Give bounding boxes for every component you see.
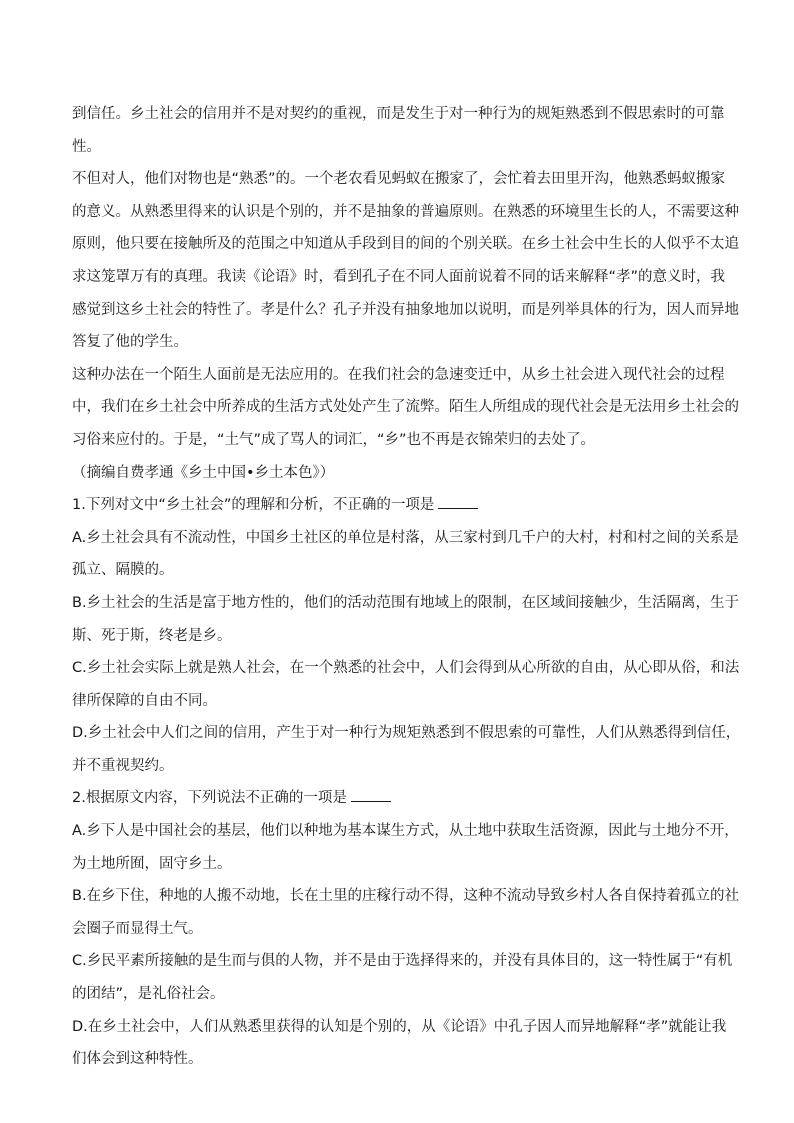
option-line: 孤立、隔膜的。 — [72, 562, 174, 579]
option-line: B.在乡下住，种地的人搬不动地，长在土里的庄稼行动不得，这种不流动导致乡村人各自保持着孤立的社 — [72, 888, 740, 905]
text-line: 感觉到这乡土社会的特性了。孝是什么？孔子并没有抽象地加以说明，而是列举具体的行为，因人而异地 — [72, 301, 739, 318]
text-line: 性。 — [72, 138, 101, 155]
option-line: 的团结”，是礼俗社会。 — [72, 986, 225, 1003]
option-line: C.乡民平素所接触的是生而与俱的人物，并不是由于选择得来的，并没有具体目的，这一特性属于“有机 — [72, 953, 733, 970]
source-citation: （摘编自费孝通《乡土中国•乡土本色》） — [72, 464, 335, 481]
option-line: B.乡土社会的生活是富于地方性的，他们的活动范围有地域上的限制，在区域间接触少，生活隔离，生于 — [72, 594, 740, 611]
option-line: 律所保障的自由不同。 — [72, 692, 217, 709]
text-line: 中，我们在乡土社会中所养成的生活方式处处产生了流弊。陌生人所组成的现代社会是无法用乡土社会的 — [72, 399, 739, 416]
option-d[interactable] — [72, 717, 741, 782]
text-line: 这种办法在一个陌生人面前是无法应用的。在我们社会的急速变迁中，从乡土社会进入现代社会的过程 — [72, 366, 725, 383]
question-stem-text: 2.根据原文内容，下列说法不正确的一项是 — [72, 790, 347, 807]
option-line: D.在乡土社会中，人们从熟悉里获得的认知是个别的，从《论语》中孔子因人而异地解释“孝”就能让我 — [72, 1018, 727, 1035]
option-line: A.乡土社会具有不流动性，中国乡土社区的单位是村落，从三家村到几千户的大村，村和村之间的关系是 — [72, 529, 739, 546]
question-stem — [72, 782, 718, 815]
option-d[interactable] — [72, 1011, 727, 1076]
option-c[interactable] — [72, 945, 733, 1010]
option-b[interactable] — [72, 587, 740, 652]
option-line: 斯、死于斯，终老是乡。 — [72, 627, 232, 644]
option-a[interactable] — [72, 522, 739, 587]
option-c[interactable] — [72, 652, 740, 717]
text-line: 原则，他只要在接触所及的范围之中知道从手段到目的间的个别关联。在乡土社会中生长的人似乎不太追 — [72, 236, 739, 253]
option-line: C.乡土社会实际上就是熟人社会，在一个熟悉的社会中，人们会得到从心所欲的自由，从心即从俗，和法 — [72, 660, 740, 677]
document-page — [72, 98, 741, 1076]
text-line: 不但对人，他们对物也是“熟悉”的。一个老农看见蚂蚁在搬家了，会忙着去田里开沟，他熟悉蚂蚁搬家 — [72, 171, 726, 188]
paragraph-2 — [72, 163, 739, 359]
option-line: 并不重视契约。 — [72, 757, 174, 774]
text-line: 到信任。乡土社会的信用并不是对契约的重视，而是发生于对一种行为的规矩熟悉到不假思索时的可靠 — [72, 106, 725, 122]
text-line: 答复了他的学生。 — [72, 334, 188, 351]
option-line: D.乡土社会中人们之间的信用，产生于对一种行为规矩熟悉到不假思索的可靠性，人们从熟悉得到信任， — [72, 725, 741, 742]
option-b[interactable] — [72, 880, 740, 945]
text-line: 求这笼罩万有的真理。我读《论语》时，看到孔子在不同人面前说着不同的话来解释“孝”的意义时，我 — [72, 268, 726, 285]
option-line: 为土地所囿，固守乡土。 — [72, 855, 232, 872]
text-line: 的意义。从熟悉里得来的认识是个别的，并不是抽象的普遍原则。在熟悉的环境里生长的人，不需要这种 — [72, 203, 739, 220]
paragraph-1 — [72, 98, 725, 163]
option-line: A.乡下人是中国社会的基层，他们以种地为基本谋生方式，从土地中获取生活资源，因此与土地分不开， — [72, 823, 739, 840]
answer-blank[interactable] — [438, 494, 478, 509]
option-line: 们体会到这种特性。 — [72, 1051, 203, 1068]
paragraph-3 — [72, 359, 739, 457]
option-line: 会圈子而显得土气。 — [72, 920, 203, 937]
question-stem-text: 1.下列对文中“乡土社会”的理解和分析，不正确的一项是 — [72, 497, 435, 514]
question-stem — [72, 489, 718, 522]
option-a[interactable] — [72, 815, 739, 880]
question-1 — [72, 489, 741, 782]
answer-blank[interactable] — [351, 787, 391, 802]
question-2 — [72, 782, 740, 1075]
text-line: 习俗来应付的。于是，“土气”成了骂人的词汇，“乡”也不再是衣锦荣归的去处了。 — [72, 431, 596, 448]
